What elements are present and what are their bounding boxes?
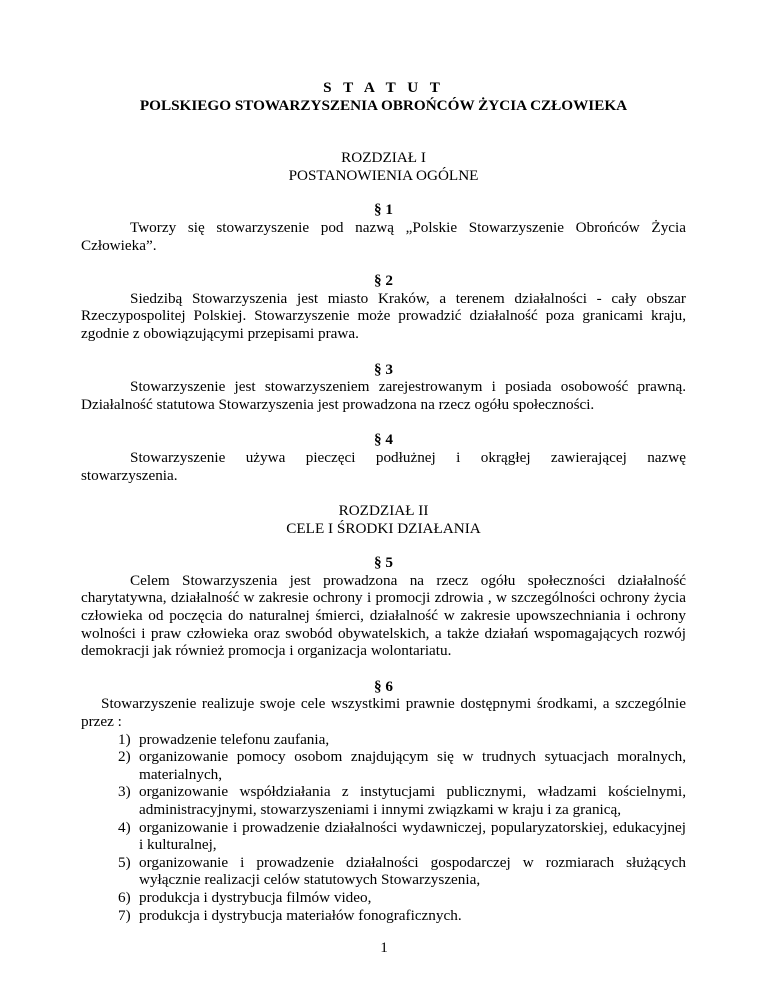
list-item: 6) produkcja i dystrybucja filmów video,: [118, 888, 372, 906]
section-2-number: § 2: [374, 272, 393, 290]
list-item: 5) organizowanie i prowadzenie działalności gospodarczej w rozmiarach służących wyłącznie realizacji celów statutowych Stowarzyszenia,: [118, 853, 686, 889]
section-1-text: Tworzy się stowarzyszenie pod nazwą „Polskie Stowarzyszenie Obrońców Życia Człowieka”.: [81, 218, 686, 254]
section-1-number: § 1: [374, 201, 393, 219]
list-item: 3) organizowanie współdziałania z instytucjami publicznymi, władzami kościelnymi, administracyjnymi, stowarzyszeniami i innymi związkami w kraju i za granicą,: [118, 783, 686, 818]
section-6-number: § 6: [374, 677, 393, 695]
chapter-1-heading: ROZDZIAŁ I: [341, 149, 426, 167]
section-3-text: Stowarzyszenie jest stowarzyszeniem zarejestrowanym i posiada osobowość prawną. Działalność statutowa Stowarzyszenia jest prowadzona na rzecz ogółu społeczności.: [81, 378, 686, 413]
document-title: S T A T U T: [323, 79, 444, 96]
section-3-number: § 3: [374, 360, 393, 378]
section-5-text: Celem Stowarzyszenia jest prowadzona na rzecz ogółu społeczności działalność charytatywna, działalność w zakresie ochrony i promocji zdrowia , w szczególności ochrony życia człowieka od poczęcia do naturalnej śmierci, działalność w zakresie upowszechniania i ochrony wolności i praw człowieka oraz swobód obywatelskich, a także działań wspomagających rozwój demokracji jak również promocja i organizacja wolontariatu.: [81, 571, 686, 660]
list-item: 4) organizowanie i prowadzenie działalności wydawniczej, popularyzatorskiej, edukacyjnej i kulturalnej,: [118, 818, 686, 854]
list-item: 1) prowadzenie telefonu zaufania,: [118, 730, 330, 748]
section-5-number: § 5: [374, 554, 393, 572]
section-4-text-line2: stowarzyszenia.: [81, 466, 178, 484]
chapter-1-subheading: POSTANOWIENIA OGÓLNE: [288, 166, 479, 184]
document-page: [81, 79, 686, 924]
section-4-number: § 4: [374, 431, 393, 449]
list-item: 7) produkcja i dystrybucja materiałów fonograficznych.: [118, 906, 462, 924]
section-6-list: [81, 731, 686, 925]
chapter-2-subheading: CELE I ŚRODKI DZIAŁANIA: [286, 519, 481, 537]
section-4-text-line1: Stowarzyszenie używa pieczęci podłużnej i okrągłej zawierającej nazwę: [130, 448, 686, 466]
page-number: 1: [380, 939, 388, 956]
organization-name: POLSKIEGO STOWARZYSZENIA OBROŃCÓW ŻYCIA CZŁOWIEKA: [139, 96, 628, 114]
section-2-text: Siedzibą Stowarzyszenia jest miasto Kraków, a terenem działalności - cały obszar Rzeczypospolitej Polskiej. Stowarzyszenie może prowadzić działalność poza granicami kraju, zgodnie z obowiązującymi przepisami prawa.: [81, 289, 686, 342]
chapter-2-heading: ROZDZIAŁ II: [338, 502, 429, 520]
section-6-intro: Stowarzyszenie realizuje swoje cele wszystkimi prawnie dostępnymi środkami, a szczególnie przez :: [81, 695, 686, 731]
list-item: 2) organizowanie pomocy osobom znajdującym się w trudnych sytuacjach moralnych, materialnych,: [118, 748, 686, 783]
